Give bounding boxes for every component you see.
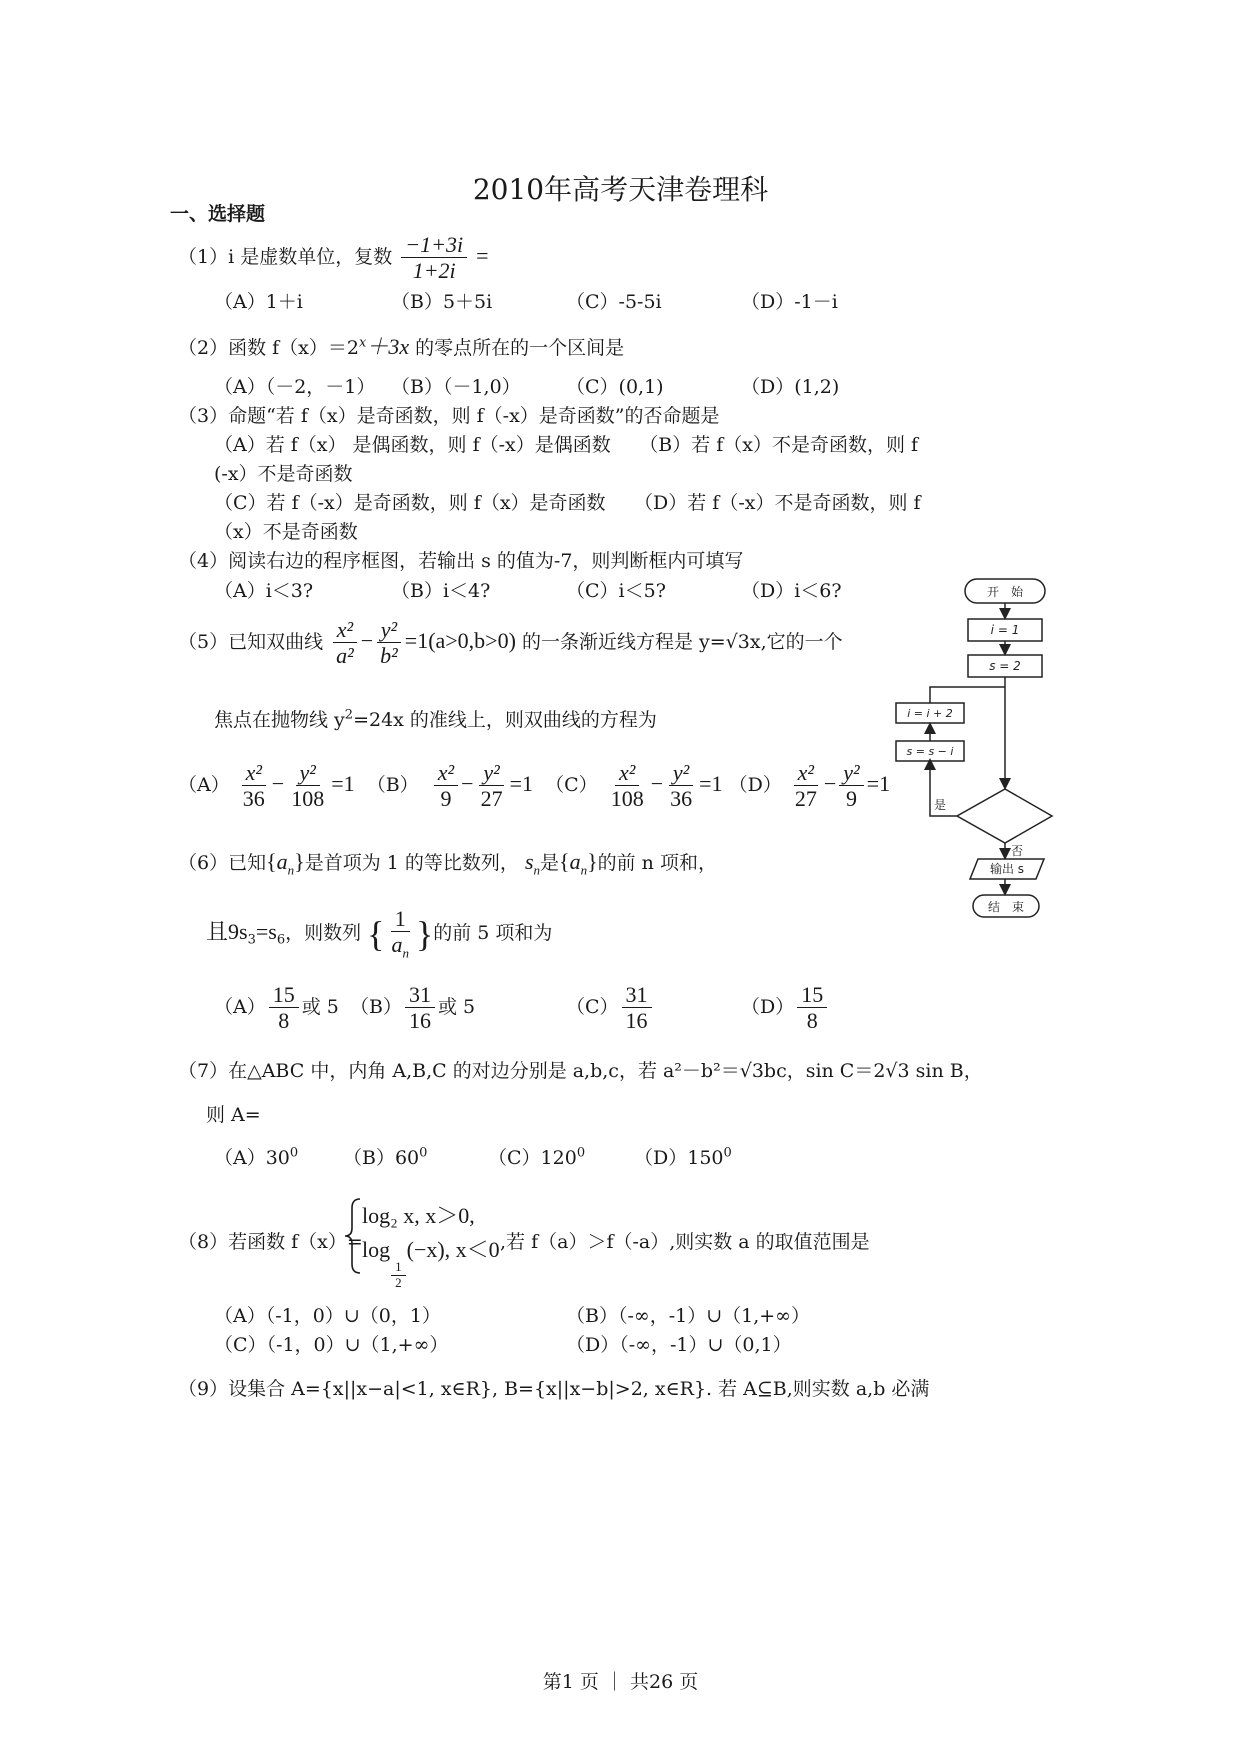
- q8-tail: ,若 f（a）＞f（-a）,则实数 a 的取值范围是: [500, 1231, 870, 1253]
- q7-option-b: [343, 1143, 427, 1170]
- q6-option-d: [741, 982, 830, 1034]
- output-label: 输出 s: [989, 862, 1025, 876]
- q6-b-tail: 或 5: [437, 995, 476, 1018]
- q5-a-frac1: [239, 760, 269, 812]
- q7-d-deg: 0: [723, 1145, 732, 1161]
- q6-line2b: =s: [255, 918, 277, 944]
- no-label: 否: [1010, 844, 1024, 858]
- q5-b-den1: 9: [440, 786, 452, 812]
- q5-minus: −: [360, 627, 374, 653]
- q5-c-frac2: $\frac{\text{y²}}{36}$: [666, 760, 696, 812]
- q7-a-deg: 0: [289, 1145, 299, 1161]
- q7-b-text: （B）60: [343, 1147, 420, 1169]
- q6-recip: $\frac{1}{a_n}$: [391, 906, 409, 961]
- q5-line2a: 焦点在抛物线 y: [214, 709, 345, 731]
- q6-option-c: [566, 982, 655, 1034]
- q5-b-den2: 27: [480, 786, 503, 812]
- program-flowchart: [880, 565, 1070, 930]
- q8-case-1: log₂ x, x＞0,: [362, 1203, 475, 1228]
- q1-equals: =: [476, 242, 489, 268]
- q7-line2: 则 A=: [206, 1104, 261, 1126]
- q5-option-d-label: （D）: [728, 773, 782, 796]
- q6-a-den: 8: [278, 1008, 290, 1034]
- question-3-stem: （3）命题“若 f（x）是奇函数，则 f（-x）是奇函数”的否命题是: [178, 405, 720, 427]
- q3-options-ab-cont: (-x）不是奇函数: [214, 463, 353, 485]
- q8-option-c: （C）（-1，0）∪（1,+∞）: [214, 1334, 449, 1356]
- q8-option-a: （A）（-1，0）∪（0，1）: [214, 1305, 441, 1327]
- q1-frac-den: 1+2i: [412, 258, 456, 284]
- q6-line2c: ，则数列: [285, 921, 362, 944]
- q5-frac-y: [376, 617, 402, 669]
- q7-option-d: [634, 1143, 732, 1170]
- q5-d-den1: 27: [794, 786, 817, 812]
- q3-options-cd-cont: （x）不是奇函数: [214, 521, 358, 543]
- q6-stem-b: 是首项为 1 的等比数列，: [304, 852, 519, 874]
- q7-a-text: （A）30: [214, 1147, 290, 1169]
- question-5-stem: [178, 617, 843, 669]
- q4-option-a: （A）i＜3?: [214, 580, 314, 602]
- question-9-stem: （9）设集合 A={x||x−a|<1, x∈R}, B={x||x−b|>2, x∈R}. 若 A⊆B,则实数 a,b 必满: [178, 1378, 930, 1400]
- q2-option-d: （D）(1,2): [741, 376, 840, 398]
- q5-sq: 2: [344, 707, 354, 723]
- q5-b-frac1: $\frac{\text{x²}}{9}$: [434, 760, 458, 812]
- q2-option-a: （A）（－2，－1）: [214, 376, 376, 398]
- q6-d-den: 8: [806, 1008, 818, 1034]
- q7-c-deg: 0: [576, 1145, 586, 1161]
- q5-d-frac2: $\frac{\text{y²}}{9}$: [839, 760, 863, 812]
- q6-d-num: 15: [797, 982, 827, 1008]
- q8-option-b: （B）（-∞，-1）∪（1,+∞）: [566, 1305, 811, 1327]
- q6-a-num: 15: [269, 982, 299, 1008]
- start-label: 开 始: [986, 585, 1024, 599]
- q8-brace: [342, 1196, 364, 1276]
- question-4-stem: （4）阅读右边的程序框图，若输出 s 的值为-7，则判断框内可填写: [178, 550, 744, 572]
- q2-term: ＋3x: [366, 334, 410, 359]
- q1-option-c: （C）-5-5i: [566, 291, 662, 313]
- q1-option-a: （A）1＋i: [214, 291, 303, 313]
- q5-tail: 的一条渐近线方程是 y=√3x,它的一个: [521, 630, 843, 653]
- q5-line2b: =24x 的准线上，则双曲线的方程为: [353, 709, 657, 731]
- q5-a-den1: 36: [242, 786, 265, 812]
- q5-condition: =1(a>0,b>0): [404, 627, 516, 653]
- q2-stem-text: （2）函数 f（x）＝2: [178, 337, 359, 359]
- question-8-stem: （8）若函数 f（x）=: [178, 1231, 363, 1253]
- q2-option-b: （B）（－1,0）: [391, 376, 521, 398]
- page-footer: 第1 页 ｜ 共26 页: [542, 1671, 699, 1693]
- q5-c-den2: 36: [670, 786, 693, 812]
- q5-d-den2: 9: [845, 786, 857, 812]
- update-s-label: s = s − i: [906, 745, 954, 758]
- q8-half-den: 2: [395, 1274, 402, 1290]
- q8-case-2: [362, 1233, 500, 1291]
- q5-d-frac1: $\frac{\text{x²}}{27}$: [791, 760, 821, 812]
- q1-option-b: （B）5＋5i: [391, 291, 493, 313]
- q6-d-label: （D）: [741, 995, 795, 1018]
- q6-b-num: 31: [405, 982, 435, 1008]
- decision-diamond: [957, 789, 1052, 843]
- q6-option-a: [214, 982, 339, 1034]
- q7-d-text: （D）150: [634, 1147, 724, 1169]
- q8-log: log: [362, 1237, 391, 1262]
- q3-options-ab: （A）若 f（x） 是偶函数，则 f（-x）是偶函数 （B）若 f（x）不是奇函数，则 f: [214, 434, 919, 456]
- q6-option-b: [350, 982, 475, 1034]
- q4-option-d: （D）i＜6?: [741, 580, 842, 602]
- q5-a-y2: y²: [296, 760, 320, 786]
- q8-case2-tail: (−x), x＜0: [406, 1237, 500, 1262]
- q4-option-c: （C）i＜5?: [566, 580, 666, 602]
- q5-b-frac2: $\frac{\text{y²}}{27}$: [477, 760, 507, 812]
- q1-option-d: （D）-1－i: [741, 291, 838, 313]
- q6-c-den: 16: [625, 1008, 648, 1034]
- question-7-stem: （7）在△ABC 中，内角 A,B,C 的对边分别是 a,b,c，若 a²－b²＝√3bc，sin C＝2√3 sin B，: [178, 1060, 983, 1082]
- q5-b2: b²: [380, 643, 398, 669]
- init-i-label: i = 1: [990, 623, 1020, 637]
- q7-b-deg: 0: [419, 1145, 428, 1161]
- init-s-label: s = 2: [989, 659, 1021, 673]
- q5-x2: x²: [333, 617, 357, 643]
- q4-option-b: （B）i＜4?: [391, 580, 491, 602]
- q5-option-c-label: （C）: [545, 773, 598, 796]
- q1-fraction: [401, 232, 467, 284]
- q7-c-text: （C）120: [488, 1147, 577, 1169]
- q5-c-den1: 108: [610, 786, 644, 812]
- q6-c-label: （C）: [566, 995, 619, 1018]
- q5-frac-x: [332, 617, 358, 669]
- q6-stem-d: 的前 n 项和，: [597, 852, 717, 874]
- q7-option-a: [214, 1143, 298, 1170]
- q1-frac-num: −1+3i: [401, 232, 467, 258]
- q5-option-b-label: （B）: [366, 773, 419, 796]
- q5-y2: y²: [377, 617, 401, 643]
- q5-c-frac1: $\frac{\text{x²}}{108}$: [607, 760, 648, 812]
- q6-stem-c: 是: [540, 852, 560, 874]
- q6-b-den: 16: [408, 1008, 431, 1034]
- q2-option-c: （C）(0,1): [566, 376, 664, 398]
- q5-a-x2: x²: [242, 760, 266, 786]
- q5-a-den2: 108: [291, 786, 325, 812]
- q5-a2: a²: [336, 643, 354, 669]
- q1-stem-text: （1）i 是虚数单位，复数: [178, 245, 393, 268]
- q6-stem-a: （6）已知: [178, 852, 267, 874]
- question-2-stem: [178, 330, 624, 361]
- q8-half-num: 1: [391, 1260, 406, 1276]
- q6-a-tail: 或 5: [301, 995, 339, 1018]
- question-1-stem: [178, 232, 489, 284]
- q2-exponent: x: [358, 335, 367, 351]
- question-6-stem: （6）已知$\{a_n\}$是首项为 1 的等比数列， $s_n$是$\{a_n\}$的前 n 项和，: [178, 849, 717, 878]
- q3-options-cd: （C）若 f（-x）是奇函数，则 f（x）是奇函数 （D）若 f（-x）不是奇函数，则 f: [214, 492, 921, 514]
- q7-option-c: [488, 1143, 585, 1170]
- update-i-label: i = i + 2: [907, 707, 953, 720]
- q6-b-label: （B）: [350, 995, 402, 1018]
- q6-line2d: 的前 5 项和为: [433, 921, 553, 944]
- q5-option-a-label: （A）: [178, 773, 230, 796]
- q8-option-d: （D）（-∞，-1）∪（0,1）: [566, 1334, 792, 1356]
- q6-line2a: 且9s: [206, 918, 248, 944]
- q2-tail: 的零点所在的一个区间是: [415, 337, 625, 359]
- q6-line2: 且$9s_3=s_6$，则数列 { $\frac{1}{a_n}$ }的前 5 项和为: [206, 906, 553, 961]
- q6-a-label: （A）: [214, 995, 266, 1018]
- q6-c-num: 31: [622, 982, 652, 1008]
- end-label: 结 束: [987, 900, 1025, 914]
- q5-stem-text: （5）已知双曲线: [178, 630, 324, 653]
- yes-label: 是: [933, 798, 947, 812]
- q5-line2: [214, 705, 657, 732]
- page-title: 2010年高考天津卷理科: [472, 173, 769, 206]
- q5-options: （A） $\frac{\text{x²}}{36}$ − $\frac{\text{y²}}{108}$ =1 （B） $\frac{\text{x²}}{9}$ − $\frac{\text{y²}}{27}$ =1 （C） $\frac{\text{x²}}{108}$ − $\frac{\text{y²}}{36}$ =1 （D） $\frac{\text{x²}}{27}$ − $\frac{\text{y²}}{9}$ =1: [178, 760, 891, 812]
- section-heading: 一、选择题: [170, 203, 266, 225]
- q5-a-frac2: [287, 760, 328, 812]
